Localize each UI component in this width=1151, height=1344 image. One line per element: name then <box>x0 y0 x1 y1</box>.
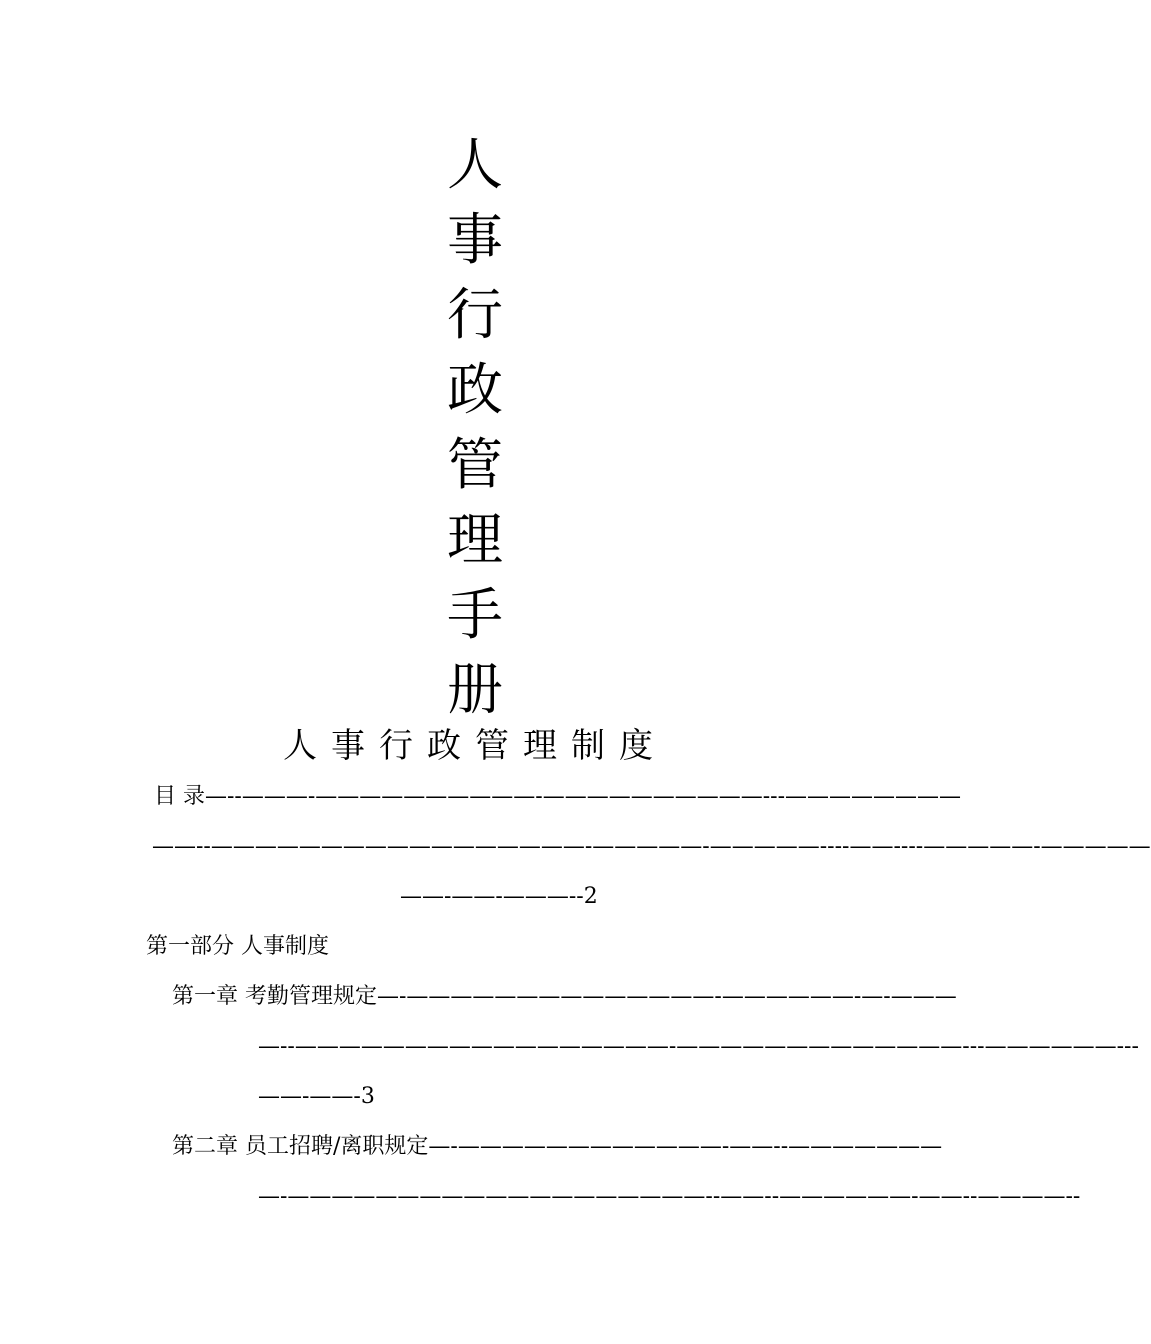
title-char: 行 <box>447 283 503 348</box>
toc-heading-line: 目 录—--———-——————————-——————————---———————— <box>154 784 962 809</box>
vertical-title <box>0 128 950 728</box>
title-char: 管 <box>447 433 503 498</box>
toc-page-number: ——-——-———--2 <box>400 884 598 909</box>
toc-chapter-1: 第一章 考勤管理规定—-——————————————-——————-—-——— <box>172 984 957 1009</box>
toc-part-heading: 第一部分 人事制度 <box>146 934 329 959</box>
title-char: 人 <box>447 133 503 198</box>
toc-leader-line: ——--—————————————————-—————-—————----——----—————-————— <box>152 834 1151 859</box>
title-char: 政 <box>447 358 503 423</box>
title-char: 事 <box>447 208 503 273</box>
toc-chapter-1-leader: —--—————————————————-—————————————---——————--- <box>258 1034 1139 1059</box>
document-subtitle: 人事行政管理制度 <box>283 726 667 766</box>
title-char: 册 <box>447 658 503 723</box>
toc-chapter-2: 第二章 员工招聘/离职规定—-————————————-——--——————— <box>172 1134 943 1159</box>
toc-chapter-2-leader: —-———————————————————--——--——————-——--————-- <box>258 1184 1081 1209</box>
title-char: 理 <box>447 508 503 573</box>
toc-chapter-1-page: ——-——-3 <box>258 1084 375 1109</box>
title-char: 手 <box>447 583 503 648</box>
